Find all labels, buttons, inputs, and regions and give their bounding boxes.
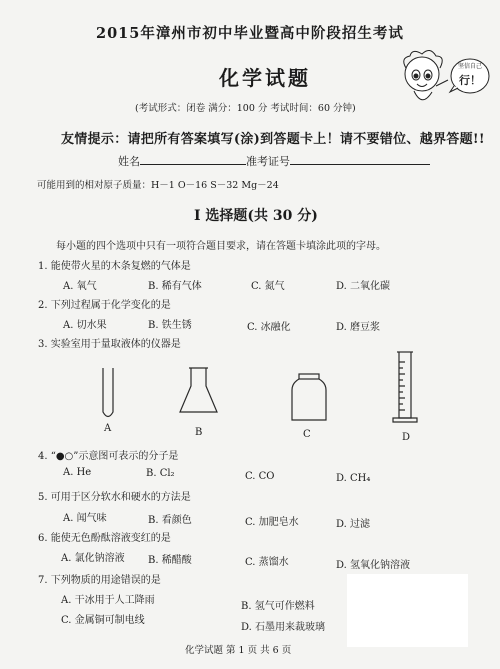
q2-option-a: A. 切水果 (63, 320, 107, 331)
question-5-stem: 5. 可用于区分软水和硬水的方法是 (38, 492, 191, 503)
exam-title: 2015年漳州市初中毕业暨高中阶段招生考试 (96, 25, 404, 42)
q6-option-b: B. 稀醋酸 (148, 555, 192, 566)
blank-patch (347, 574, 468, 647)
q7-option-d: D. 石墨用来裁玻璃 (241, 622, 326, 633)
q6-option-d: D. 氢氧化钠溶液 (336, 560, 411, 571)
q1-option-b: B. 稀有气体 (148, 281, 202, 292)
lab-instruments (0, 350, 500, 440)
question-3-stem: 3. 实验室用于量取液体的仪器是 (38, 339, 181, 350)
question-4-stem: 4. “●○”示意图可表示的分子是 (38, 451, 179, 462)
name-label: 姓名 (118, 155, 140, 168)
subject-title: 化学试题 (219, 66, 311, 90)
test-tube-icon (103, 368, 113, 417)
exam-info: (考试形式：闭卷 满分：100 分 考试时间：60 分钟) (135, 103, 356, 114)
mascot-text-line2: 行！ (459, 74, 481, 87)
mascot-illustration (396, 46, 492, 110)
page-footer: 化学试题 第 1 页 共 6 页 (185, 645, 292, 656)
q4-option-c: C. CO (245, 471, 275, 482)
q2-option-d: D. 磨豆浆 (336, 322, 381, 333)
question-7-stem: 7. 下列物质的用途错误的是 (38, 575, 161, 586)
question-1-stem: 1. 能使带火星的木条复燃的气体是 (38, 261, 191, 272)
q7-option-c: C. 金属铜可制电线 (61, 615, 145, 626)
mascot-text-line1: 坚信自己 (457, 63, 483, 70)
q3-label-d: D (402, 432, 411, 443)
candidate-info (118, 152, 430, 169)
q2-option-c: C. 冰融化 (247, 322, 291, 333)
friendly-tip: 友情提示：请把所有答案填写(涂)到答题卡上！请不要错位、越界答题!! (61, 132, 485, 147)
q1-option-d: D. 二氧化碳 (336, 281, 391, 292)
q7-option-b: B. 氢气可作燃料 (241, 601, 315, 612)
question-2-stem: 2. 下列过程属于化学变化的是 (38, 300, 171, 311)
graduated-cylinder-icon (393, 352, 417, 422)
id-label: 准考证号 (246, 155, 290, 168)
q3-label-a: A (104, 423, 112, 434)
q5-option-c: C. 加肥皂水 (245, 517, 299, 528)
q5-option-d: D. 过滤 (336, 519, 371, 530)
section-title: Ⅰ 选择题(共 30 分) (194, 208, 318, 224)
q3-label-c: C (303, 429, 311, 440)
conical-flask-icon (180, 368, 217, 412)
q1-option-a: A. 氧气 (63, 281, 97, 292)
q7-option-a: A. 干冰用于人工降雨 (61, 595, 155, 606)
q4-option-a: A. He (63, 467, 92, 478)
q6-option-a: A. 氯化钠溶液 (61, 553, 125, 564)
q3-label-b: B (195, 427, 203, 438)
q2-option-b: B. 铁生锈 (148, 320, 192, 331)
q4-option-d: D. CH₄ (336, 473, 371, 484)
question-6-stem: 6. 能使无色酚酞溶液变红的是 (38, 533, 171, 544)
q4-option-b: B. Cl₂ (146, 468, 175, 479)
q5-option-a: A. 闻气味 (63, 513, 107, 524)
name-field[interactable] (140, 152, 246, 165)
q1-option-c: C. 氮气 (251, 281, 285, 292)
q6-option-c: C. 蒸馏水 (245, 557, 289, 568)
wide-mouth-bottle-icon (292, 374, 326, 420)
section-instruction: 每小题的四个选项中只有一项符合题目要求，请在答题卡填涂此项的字母。 (56, 241, 386, 252)
id-field[interactable] (290, 152, 430, 165)
atomic-masses: 可能用到的相对原子质量：H－1 O－16 S－32 Mg－24 (37, 180, 279, 191)
q5-option-b: B. 看颜色 (148, 515, 192, 526)
